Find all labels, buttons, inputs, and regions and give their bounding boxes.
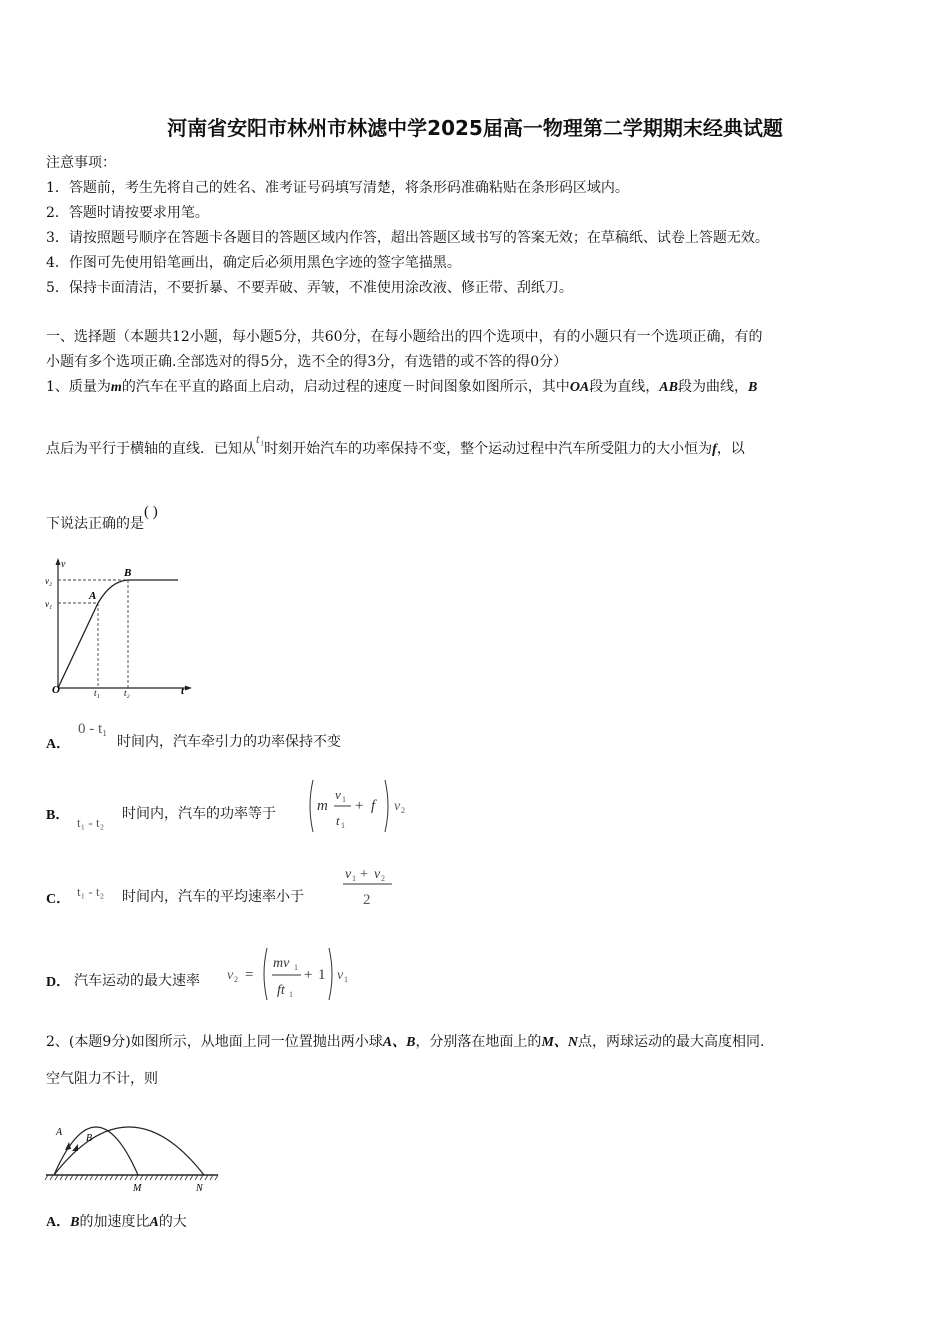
q2-option-a-a: A (149, 1215, 159, 1230)
fig-point-m: M (133, 1183, 142, 1194)
q2-text: ，分别落在地面上的 (415, 1034, 542, 1050)
q1-text: 点后为平行于横轴的直线．已知从 (46, 441, 256, 457)
graph-v1-label: v₁ (45, 599, 53, 609)
q1-text: 的汽车在平直的路面上启动，启动过程的速度－时间图象如图所示，其中 (121, 379, 570, 395)
q2-option-a-text: 的大 (158, 1214, 187, 1230)
option-b-label: B． (46, 808, 70, 823)
option-a-label: A． (46, 737, 71, 752)
graph-v-axis-label: v (61, 559, 66, 570)
fig-point-n: N (196, 1183, 203, 1194)
graph-point-b: B (124, 567, 132, 579)
svg-text:mv: mv (273, 956, 290, 971)
graph-t-axis-label: t (181, 685, 185, 697)
q1-text: 段为直线， (589, 379, 660, 395)
notice-item: 1．答题前，考生先将自己的姓名、准考证号码填写清楚，将条形码准确粘贴在条形码区域内。 (46, 180, 629, 196)
option-d-label: D． (46, 975, 71, 990)
q2-option-a (46, 1211, 187, 1231)
q1-text: 1、质量为 (46, 379, 111, 395)
svg-text:f: f (371, 798, 376, 814)
q1-text: ，以 (716, 441, 745, 457)
option-c-math: t₁ - t₂ (77, 884, 105, 899)
fig-ball-b: B (86, 1133, 93, 1144)
q2-mn-symbol: M、N (541, 1035, 578, 1050)
graph-curve (58, 580, 178, 688)
svg-text:v: v (394, 799, 401, 814)
q2-option-a-text: 的加速度比 (79, 1214, 150, 1230)
option-d-text: 汽车运动的最大速率 (74, 973, 200, 989)
option-c-text: 时间内，汽车的平均速率小于 (122, 889, 304, 905)
q1-mass-symbol: m (110, 380, 122, 395)
option-c-label: C． (46, 892, 71, 907)
option-b-formula (305, 777, 415, 835)
notice-heading: 注意事项： (46, 155, 116, 171)
svg-text:t: t (336, 813, 340, 828)
graph-t2-label: t₂ (124, 688, 130, 698)
section-instructions: 小题有多个选项正确.全部选对的得5分，选不全的得3分，有选错的或不答的得0分） (46, 354, 568, 370)
svg-text:ft: ft (277, 983, 285, 998)
svg-text:v: v (335, 787, 341, 802)
q2-ab-symbol: A、B (382, 1035, 416, 1050)
svg-text:v: v (337, 968, 344, 983)
svg-text:1: 1 (294, 963, 298, 972)
notice-item: 2．答题时请按要求用笔。 (46, 205, 209, 221)
option-b-text: 时间内，汽车的功率等于 (122, 806, 276, 822)
option-b-math: t₁ - t₂ (77, 815, 105, 830)
answer-blank: ( ) (144, 504, 158, 520)
q1-f-symbol: f (712, 442, 717, 457)
svg-text:+: + (360, 867, 368, 882)
q2-option-a-label: A． (46, 1215, 71, 1230)
option-d-formula (225, 944, 355, 1004)
svg-text:=: = (245, 967, 254, 983)
svg-text:2: 2 (234, 975, 238, 984)
projectile-figure (44, 1105, 224, 1195)
question-1-line (46, 504, 158, 533)
trajectory-a (54, 1127, 138, 1175)
page-title: 河南省安阳市林州市林滤中学2025届高一物理第二学期期末经典试题 (167, 116, 783, 140)
graph-t1-label: t₁ (94, 688, 100, 698)
question-2-line (46, 1031, 764, 1051)
svg-text:+: + (304, 967, 313, 983)
section-instructions: 一、选择题（本题共12小题，每小题5分，共60分，在每小题给出的四个选项中，有的小题只有一个选项正确，有的 (46, 329, 763, 345)
velocity-time-graph (44, 555, 194, 700)
svg-text:1: 1 (289, 990, 293, 999)
svg-text:v: v (227, 968, 234, 983)
q1-b-symbol: B (747, 380, 758, 395)
q1-ab-symbol: AB (659, 380, 678, 395)
notice-item: 4．作图可先使用铅笔画出，确定后必须用黑色字迹的签字笔描黑。 (46, 255, 461, 271)
svg-text:2: 2 (363, 892, 371, 908)
svg-text:2: 2 (401, 806, 405, 815)
graph-v2-label: v₂ (45, 576, 53, 586)
svg-text:1: 1 (344, 975, 348, 984)
svg-text:v: v (374, 867, 381, 882)
fig-ball-a: A (56, 1127, 63, 1138)
q1-t1-symbol: t₁ (256, 431, 265, 446)
svg-text:v: v (345, 867, 352, 882)
q2-option-a-b: B (70, 1215, 80, 1230)
q1-oa-symbol: OA (569, 380, 590, 395)
q2-text: 点，两球运动的最大高度相同. (578, 1034, 765, 1050)
svg-text:1: 1 (341, 821, 345, 830)
svg-text:2: 2 (381, 874, 385, 883)
option-a-text: 时间内，汽车牵引力的功率保持不变 (117, 734, 341, 750)
svg-text:+: + (355, 798, 364, 814)
notice-item: 5．保持卡面清洁，不要折暴、不要弄破、弄皱，不准使用涂改液、修正带、刮纸刀。 (46, 280, 573, 296)
q1-text: 下说法正确的是 (46, 516, 144, 532)
svg-text:1: 1 (342, 795, 346, 804)
svg-text:1: 1 (352, 874, 356, 883)
svg-text:m: m (317, 798, 328, 814)
question-1-line (46, 376, 757, 396)
q2-text: 2、(本题9分)如图所示，从地面上同一位置抛出两小球 (46, 1034, 383, 1050)
question-2-line: 空气阻力不计，则 (46, 1071, 158, 1087)
question-1-line (46, 431, 745, 458)
option-c-formula (340, 860, 400, 910)
graph-point-a: A (89, 590, 97, 602)
svg-text:1: 1 (318, 967, 326, 983)
q1-text: 段为曲线， (677, 379, 748, 395)
graph-origin-label: O (52, 684, 60, 696)
q1-text: 时刻开始汽车的功率保持不变，整个运动过程中汽车所受阻力的大小恒为 (264, 441, 713, 457)
notice-item: 3．请按照题号顺序在答题卡各题目的答题区域内作答，超出答题区域书写的答案无效；在草稿纸、试卷上答题无效。 (46, 230, 769, 246)
option-a-math: 0 - t₁ (78, 721, 108, 737)
